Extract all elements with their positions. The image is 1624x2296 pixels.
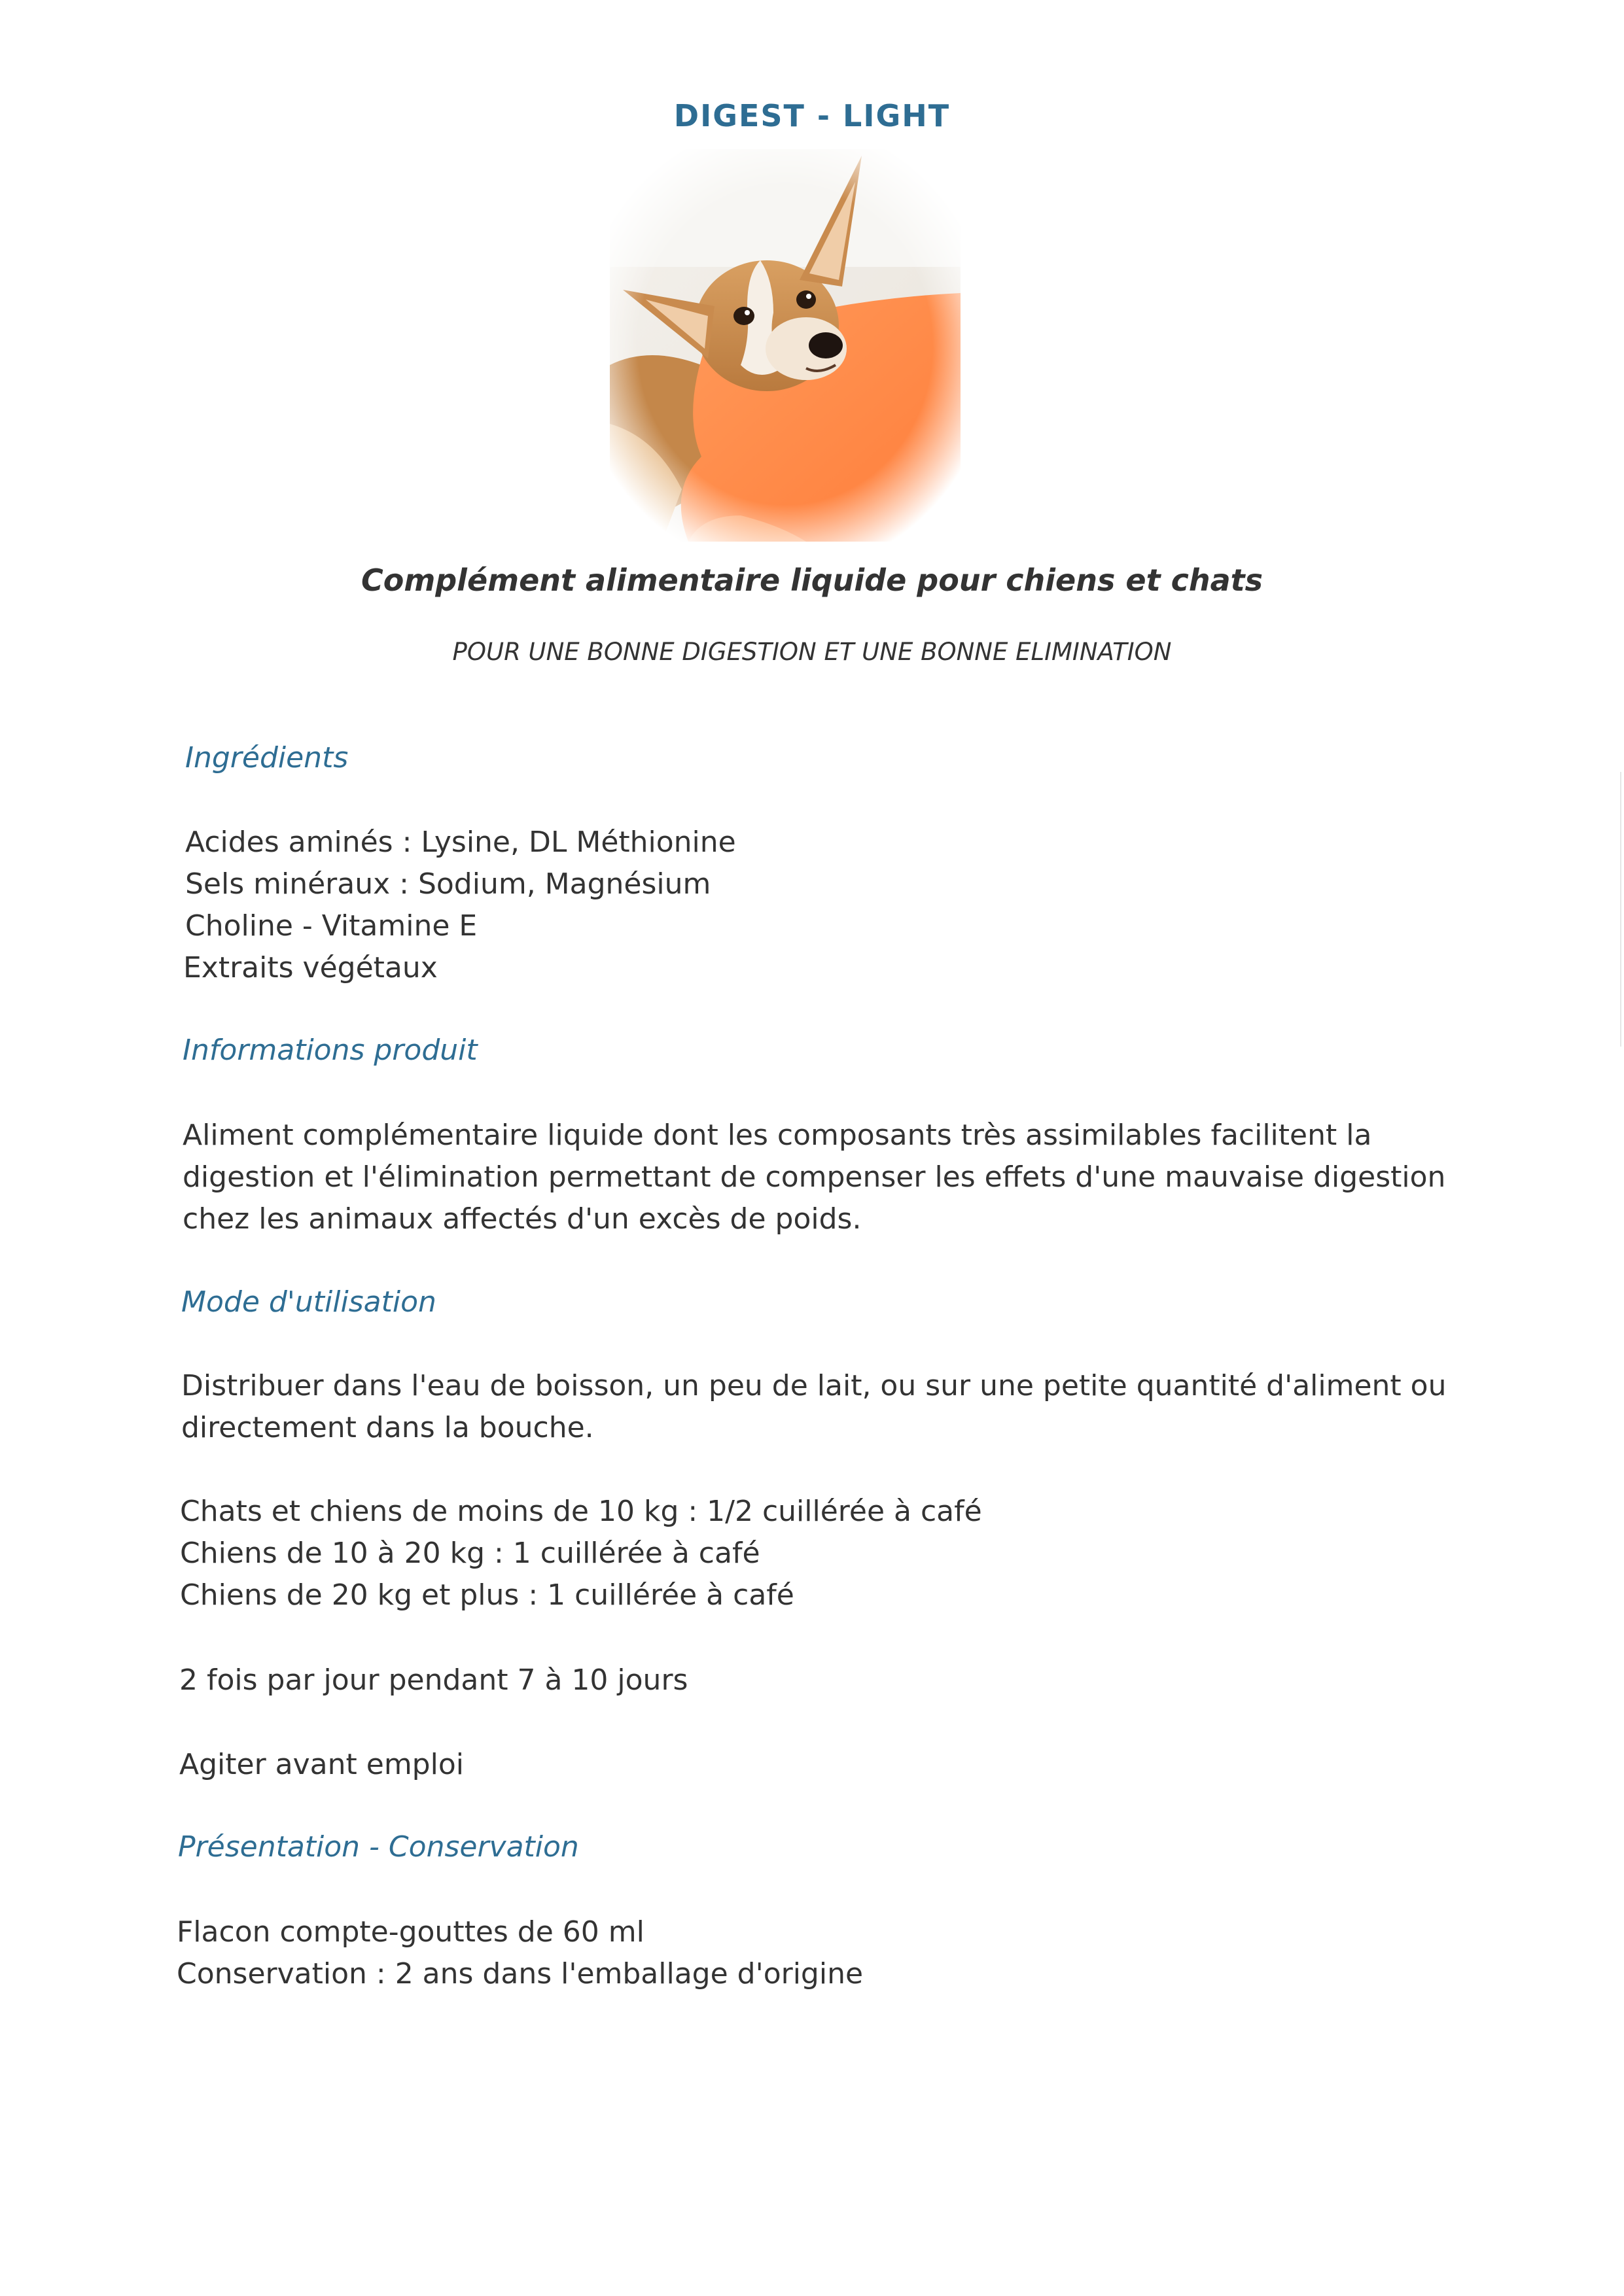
section-heading-mode: Mode d'utilisation bbox=[181, 1285, 436, 1319]
ingredient-line: Acides aminés : Lysine, DL Méthionine bbox=[185, 826, 736, 859]
product-title: DIGEST - LIGHT bbox=[673, 98, 951, 133]
usage-line: Distribuer dans l'eau de boisson, un peu de lait, ou sur une petite quantité d'aliment ou bbox=[181, 1369, 1447, 1402]
section-heading-ingredients: Ingrédients bbox=[185, 741, 349, 774]
presentation-line: Flacon compte-gouttes de 60 ml bbox=[177, 1915, 644, 1949]
product-subtitle: Complément alimentaire liquide pour chiens et chats bbox=[361, 563, 1263, 598]
ingredient-line: Sels minéraux : Sodium, Magnésium bbox=[185, 867, 711, 901]
usage-line: directement dans la bouche. bbox=[181, 1411, 594, 1444]
dosage-line: Chiens de 20 kg et plus : 1 cuillérée à café bbox=[180, 1578, 794, 1612]
information-line: chez les animaux affectés d'un excès de poids. bbox=[183, 1202, 862, 1236]
section-heading-presentation: Présentation - Conservation bbox=[178, 1830, 579, 1864]
product-tagline: POUR UNE BONNE DIGESTION ET UNE BONNE ELIMINATION bbox=[452, 638, 1172, 666]
frequency-line: 2 fois par jour pendant 7 à 10 jours bbox=[179, 1663, 688, 1697]
scan-edge-divider bbox=[1620, 772, 1621, 1047]
dog-photo bbox=[610, 149, 961, 542]
section-heading-informations: Informations produit bbox=[183, 1034, 478, 1067]
dosage-line: Chiens de 10 à 20 kg : 1 cuillérée à café bbox=[180, 1537, 760, 1570]
information-line: Aliment complémentaire liquide dont les composants très assimilables facilitent la bbox=[183, 1119, 1372, 1152]
ingredient-line: Choline - Vitamine E bbox=[185, 909, 478, 943]
presentation-line: Conservation : 2 ans dans l'emballage d'origine bbox=[177, 1957, 864, 1991]
ingredient-line: Extraits végétaux bbox=[183, 951, 438, 984]
dosage-line: Chats et chiens de moins de 10 kg : 1/2 cuillérée à café bbox=[180, 1495, 982, 1528]
dog-on-orange-cushion-image bbox=[610, 149, 961, 542]
shake-note: Agiter avant emploi bbox=[179, 1748, 464, 1781]
information-line: digestion et l'élimination permettant de compenser les effets d'une mauvaise digestion bbox=[183, 1160, 1446, 1194]
